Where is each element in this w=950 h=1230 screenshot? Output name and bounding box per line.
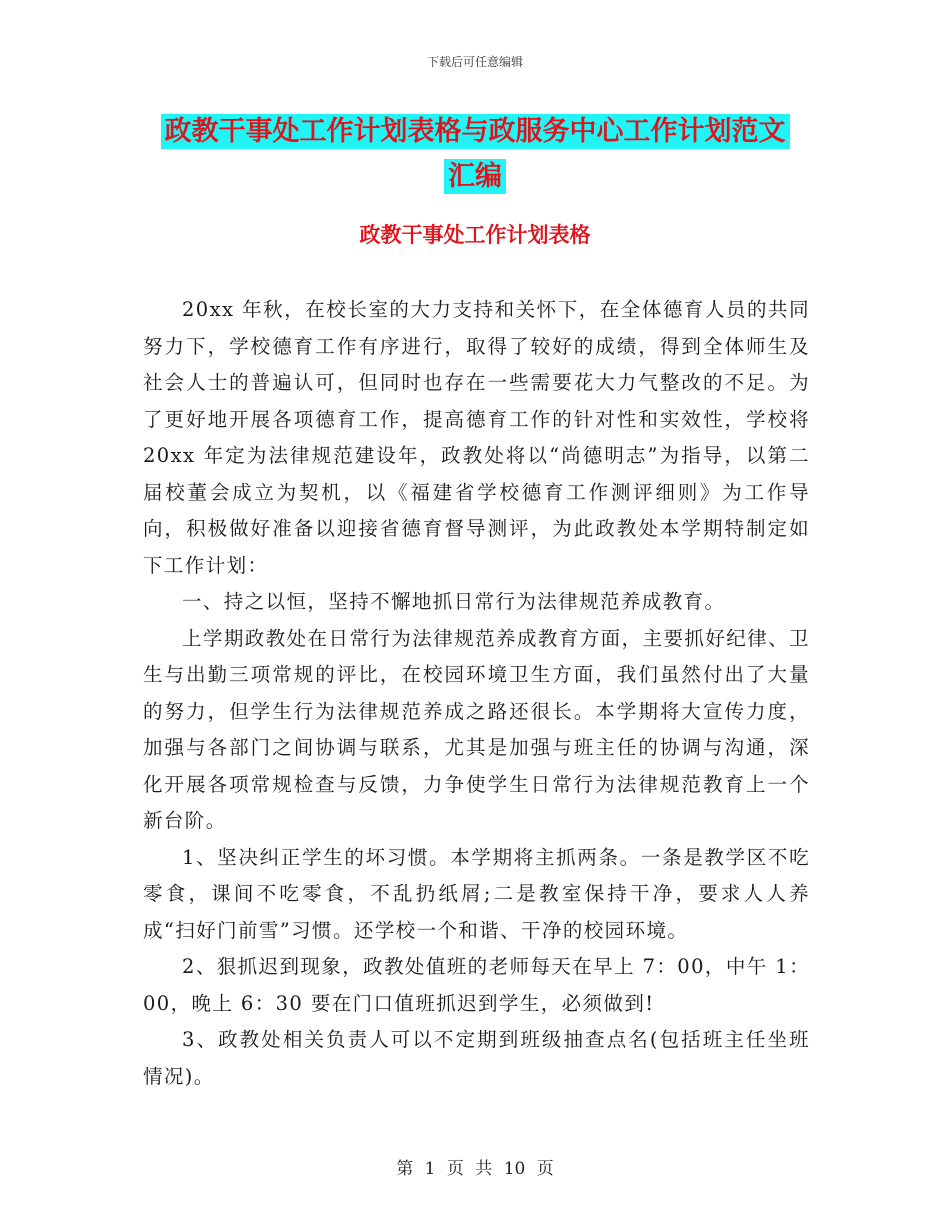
section-title: 政教干事处工作计划表格 [359, 223, 591, 247]
paragraph: 20xx 年秋，在校长室的大力支持和关怀下，在全体德育人员的共同努力下，学校德育工作有序进行，取得了较好的成绩，得到全体师生及社会人士的普遍认可，但同时也存在一些需要花大力气整改的不足。为了更好地开展各项德育工作，提高德育工作的针对性和实效性，学校将 20xx 年定为法律规范建设年，政教处将以“尚德明志”为指导，以第二届校董会成立为契机，以《福建省学校德育工作测评细则》为工作导向，积极做好准备以迎接省德育督导测评，为此政教处本学期特制定如下工作计划： [143, 298, 810, 577]
header-note: 下载后可任意编辑 [426, 55, 523, 69]
paragraph: 一、持之以恒，坚持不懈地抓日常行为法律规范养成教育。 [182, 590, 726, 613]
paragraph: 上学期政教处在日常行为法律规范养成教育方面，主要抓好纪律、卫生与出勤三项常规的评比，在校园环境卫生方面，我们虽然付出了大量的努力，但学生行为法律规范养成之路还很长。本学期将大宣传力度，加强与各部门之间协调与联系，尤其是加强与班主任的协调与沟通，深化开展各项常规检查与反馈，力争使学生日常行为法律规范教育上一个新台阶。 [143, 626, 810, 832]
paragraph: 2、狠抓迟到现象，政教处值班的老师每天在早上 7：00，中午 1：00，晚上 6：30 要在门口值班抓迟到学生，必须做到! [143, 955, 810, 1015]
document-title [140, 109, 810, 199]
paragraph: 1、坚决纠正学生的坏习惯。本学期将主抓两条。一条是教学区不吃零食，课间不吃零食，不乱扔纸屑;二是教室保持干净，要求人人养成“扫好门前雪”习惯。还学校一个和谐、干净的校园环境。 [143, 845, 810, 942]
paragraph: 3、政教处相关负责人可以不定期到班级抽查点名(包括班主任坐班情况)。 [143, 1028, 810, 1088]
document-title-line-1: 政教干事处工作计划表格与政服务中心工作计划范文 [161, 114, 790, 149]
body-text [143, 292, 810, 1095]
document-title-line-2: 汇编 [444, 159, 506, 194]
page-footer: 第 1 页 共 10 页 [396, 1159, 554, 1179]
